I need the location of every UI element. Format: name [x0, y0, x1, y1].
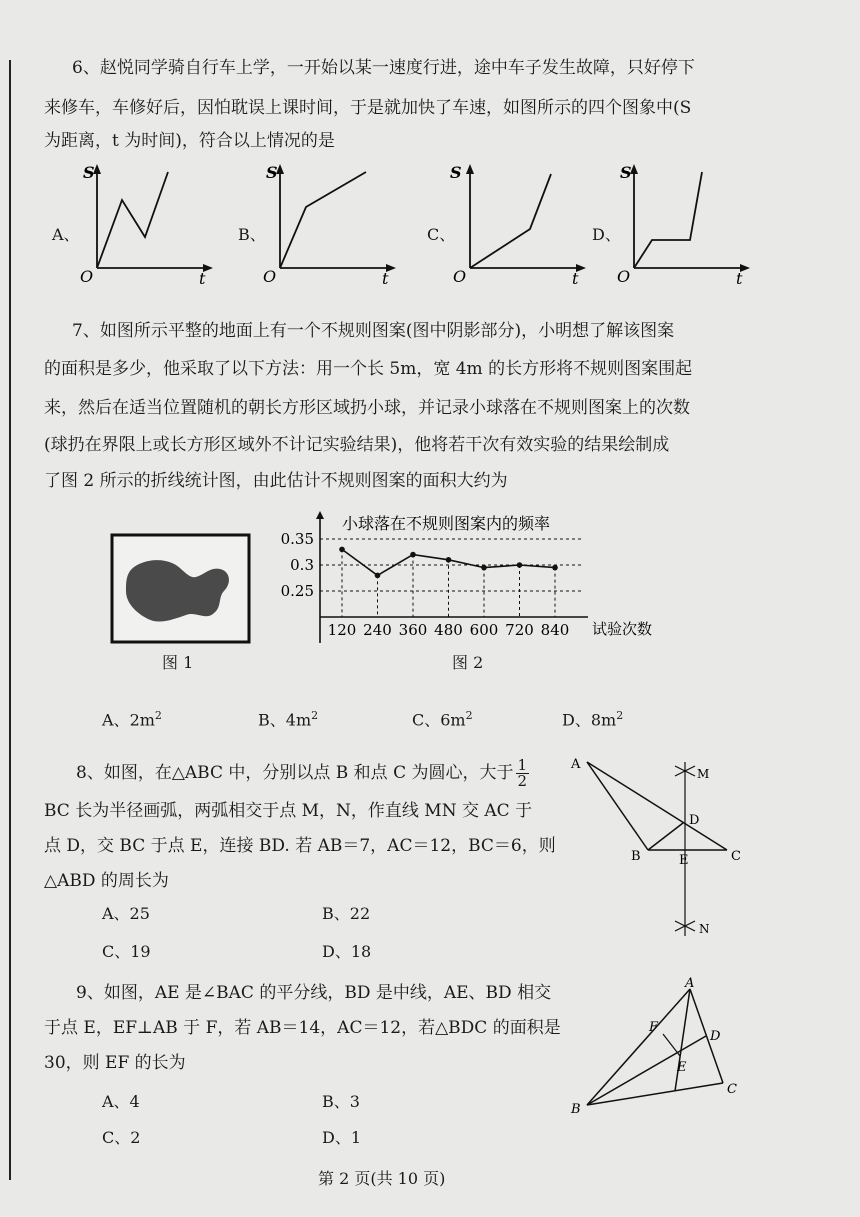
- q6-graph-b-origin: O: [263, 267, 277, 285]
- q6-graph-c-ylabel: S: [450, 163, 462, 182]
- q6-graph-a-ylabel: S: [83, 163, 95, 182]
- chart-y-tick-label: 0.25: [280, 582, 314, 600]
- q8-figure: [565, 748, 765, 943]
- q6-line-3: 为距离，t 为时间)，符合以上情况的是: [44, 131, 335, 151]
- q6-graph-d-ylabel: S: [620, 163, 632, 182]
- q8-fraction: $\frac{1}{2}$: [517, 756, 528, 790]
- q6-graph-a: [75, 160, 220, 285]
- chart-x-tick-label: 600: [469, 621, 499, 639]
- q7-line-5: 了图 2 所示的折线统计图，由此估计不规则图案的面积大约为: [44, 471, 508, 491]
- q6-line-1: 6、赵悦同学骑自行车上学，一开始以某一速度行进，途中车子发生故障，只好停下: [72, 58, 695, 78]
- q6-graph-d-xlabel: t: [736, 269, 743, 285]
- q7-figure-1: [110, 533, 252, 645]
- chart-y-ticks: [281, 530, 314, 600]
- chart-grid: [320, 539, 582, 617]
- chart-y-tick-label: 0.3: [290, 556, 314, 574]
- q9-line-3: 30，则 EF 的长为: [44, 1053, 186, 1073]
- q7-option-a: A、$2m^2$: [102, 709, 162, 730]
- q6-graph-c-xlabel: t: [572, 269, 579, 285]
- svg-text:M: M: [697, 767, 710, 781]
- chart-point: [375, 573, 381, 579]
- chart-y-tick-label: 0.35: [280, 530, 314, 548]
- chart-point: [517, 562, 523, 568]
- q6-line-2: 来修车，车修好后，因怕耽误上课时间，于是就加快了车速，如图所示的四个图象中(S: [44, 98, 692, 118]
- chart-x-tick-label: 120: [327, 621, 357, 639]
- chart-x-tick-label: 360: [398, 621, 428, 639]
- svg-text:B: B: [631, 849, 641, 864]
- q6-graph-c-origin: O: [453, 267, 467, 285]
- q9-option-d: D、1: [322, 1128, 362, 1147]
- chart-x-tick-label: 720: [505, 621, 534, 639]
- q6-graph-b-label: B、: [238, 225, 266, 244]
- q7-line-1: 7、如图所示平整的地面上有一个不规则图案(图中阴影部分)，小明想了解该图案: [72, 321, 675, 341]
- chart-x-tick-label: 840: [540, 621, 570, 639]
- q8-line-1: 8、如图，在△ABC 中，分别以点 B 和点 C 为圆心，大于 $\frac{1}{2}$: [76, 756, 528, 790]
- page-footer: 第 2 页(共 10 页): [318, 1169, 446, 1188]
- q6-graph-b: [258, 160, 403, 285]
- chart-point: [552, 565, 558, 571]
- chart-point: [410, 552, 416, 558]
- q9-figure: [565, 975, 755, 1115]
- chart-x-ticks: [328, 621, 570, 639]
- q8-option-a: A、25: [102, 904, 150, 923]
- q7-fig1-caption: 图 1: [162, 653, 194, 672]
- svg-text:C: C: [731, 849, 741, 864]
- q9-option-c: C、2: [102, 1128, 141, 1147]
- svg-text:E: E: [679, 853, 689, 868]
- chart-xlabel: 试验次数: [592, 620, 653, 638]
- q7-option-c: C、$6m^2$: [412, 709, 473, 730]
- q8-line-4: △ABD 的周长为: [44, 871, 169, 891]
- chart-y-axis-arrow: [316, 511, 324, 519]
- q7-line-2: 的面积是多少，他采取了以下方法：用一个长 5m，宽 4m 的长方形将不规则图案围起: [44, 359, 693, 379]
- irregular-shape: [126, 560, 229, 621]
- page-margin-line: [9, 60, 11, 1180]
- svg-text:N: N: [699, 922, 710, 936]
- svg-text:F: F: [649, 1020, 659, 1035]
- frequency-chart: [270, 505, 710, 647]
- q7-option-d: D、$8m^2$: [562, 709, 624, 730]
- q8-option-c: C、19: [102, 942, 151, 961]
- svg-text:A: A: [571, 757, 581, 772]
- q9-line-1: 9、如图，AE 是∠BAC 的平分线，BD 是中线，AE、BD 相交: [76, 983, 552, 1003]
- svg-text:C: C: [727, 1082, 737, 1097]
- chart-x-tick-label: 240: [363, 621, 392, 639]
- q9-option-b: B、3: [322, 1092, 360, 1111]
- q7-line-3: 来，然后在适当位置随机的朝长方形区域扔小球，并记录小球落在不规则图案上的次数: [44, 398, 690, 418]
- q9-line-2: 于点 E，EF⊥AB 于 F，若 AB＝14，AC＝12，若△BDC 的面积是: [44, 1018, 561, 1038]
- svg-text:D: D: [710, 1029, 721, 1044]
- q7-option-b: B、$4m^2$: [258, 709, 319, 730]
- q6-graph-d: [612, 160, 757, 285]
- q6-graph-b-ylabel: S: [266, 163, 278, 182]
- q6-graph-b-xlabel: t: [382, 269, 389, 285]
- q8-line-2: BC 长为半径画弧，两弧相交于点 M，N，作直线 MN 交 AC 于: [44, 801, 533, 821]
- svg-text:B: B: [571, 1102, 581, 1115]
- q6-graph-a-origin: O: [80, 267, 94, 285]
- chart-point: [339, 547, 345, 553]
- chart-title: 小球落在不规则图案内的频率: [342, 514, 551, 533]
- svg-text:E: E: [677, 1060, 687, 1075]
- chart-x-tick-label: 480: [434, 621, 463, 639]
- svg-text:D: D: [689, 813, 700, 828]
- q6-graph-c-label: C、: [427, 225, 456, 244]
- q8-line-3: 点 D，交 BC 于点 E，连接 BD. 若 AB＝7，AC＝12，BC＝6，则: [44, 836, 556, 856]
- q7-fig2-caption: 图 2: [452, 653, 484, 672]
- q6-graph-a-xlabel: t: [199, 269, 206, 285]
- q6-graph-c: [448, 160, 593, 285]
- q8-option-b: B、22: [322, 904, 371, 923]
- q9-option-a: A、4: [102, 1092, 140, 1111]
- q6-graph-a-label: A、: [52, 225, 80, 244]
- q7-line-4: (球扔在界限上或长方形区域外不计记实验结果)，他将若干次有效实验的结果绘制成: [44, 435, 670, 455]
- svg-text:A: A: [685, 976, 695, 991]
- q6-graph-d-label: D、: [592, 225, 621, 244]
- q6-graph-d-origin: O: [617, 267, 631, 285]
- chart-point: [446, 557, 452, 563]
- q8-option-d: D、18: [322, 942, 372, 961]
- chart-point: [481, 565, 487, 571]
